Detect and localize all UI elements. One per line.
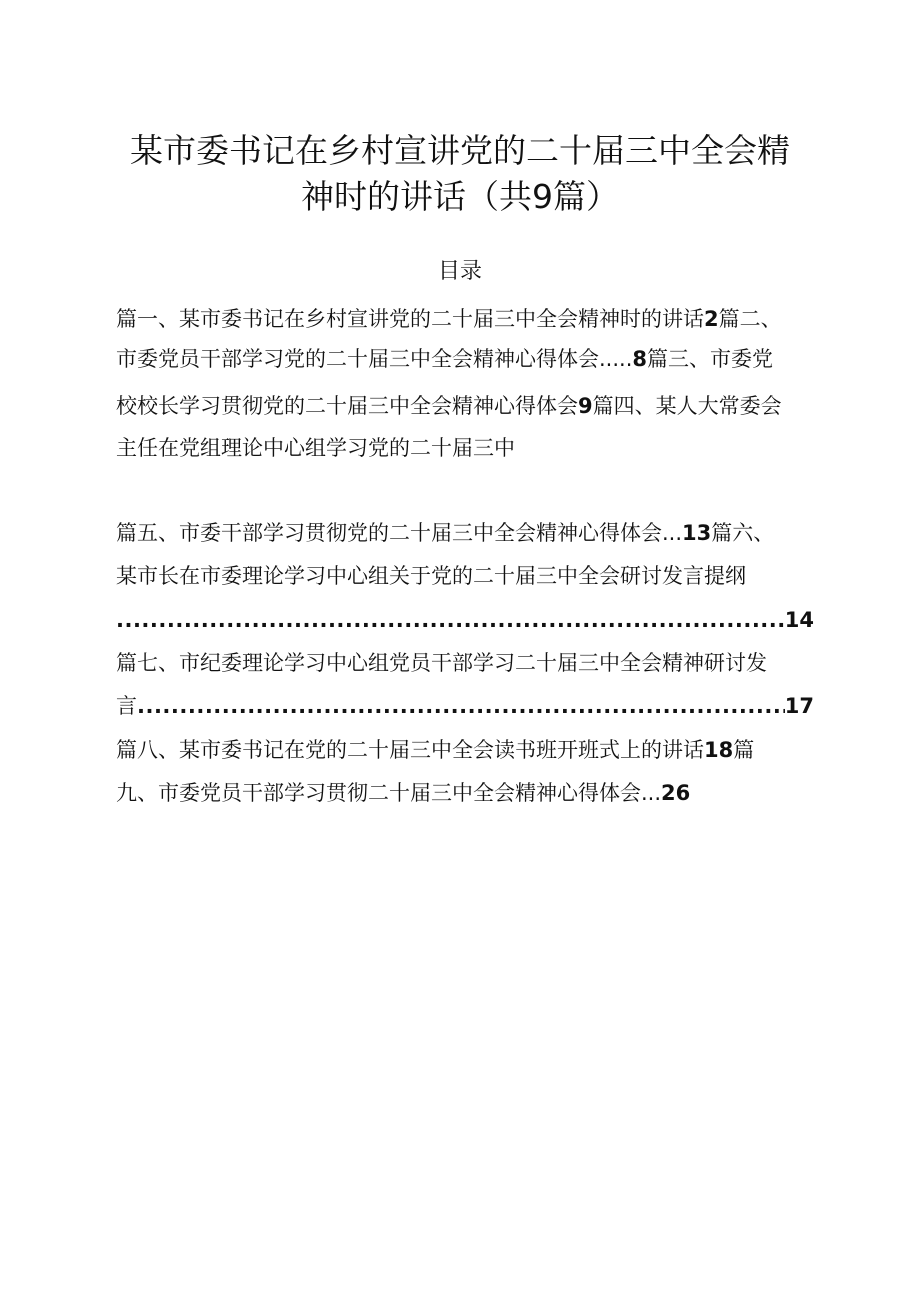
toc-line-11[interactable]	[116, 776, 690, 810]
toc-page-number: 13	[682, 521, 712, 545]
toc-entry-text: 篇八、某市委书记在党的二十届三中全会读书班开班式上的讲话	[116, 738, 704, 762]
toc-line-8[interactable]	[116, 646, 767, 680]
toc-page-number: 18	[704, 738, 734, 762]
toc-page-number: 2	[704, 307, 719, 331]
toc-entry-text: 篇七、市纪委理论学习中心组党员干部学习二十届三中全会精神研讨发	[116, 651, 767, 675]
dot-leader	[137, 689, 785, 723]
toc-entry-text: 篇四、某人大常委会	[592, 394, 782, 418]
toc-entry-text: 篇	[733, 738, 755, 762]
toc-line-5[interactable]	[116, 516, 774, 550]
toc-page-number: 17	[784, 694, 814, 718]
toc-entry-text: 篇三、市委党	[647, 347, 773, 371]
toc-page-number: 9	[578, 394, 593, 418]
toc-entry-text: 市委党员干部学习党的二十届三中全会精神心得体会.....	[116, 347, 633, 371]
toc-page-number: 26	[661, 781, 691, 805]
toc-entry-text: 主任在党组理论中心组学习党的二十届三中	[116, 436, 515, 460]
document-title-line-1: 某市委书记在乡村宣讲党的二十届三中全会精	[130, 131, 790, 170]
toc-entry-text: 篇一、某市委书记在乡村宣讲党的二十届三中全会精神时的讲话	[116, 307, 704, 331]
toc-line-3[interactable]	[116, 389, 782, 423]
toc-line-1[interactable]	[116, 302, 782, 336]
toc-line-7[interactable]	[116, 603, 814, 637]
toc-entry-text: 篇二、	[718, 307, 782, 331]
toc-line-10[interactable]	[116, 733, 754, 767]
toc-line-6[interactable]	[116, 559, 746, 593]
document-title-line-2: 神时的讲话（共9篇）	[301, 177, 619, 216]
toc-line-9[interactable]	[116, 689, 814, 723]
toc-page-number: 8	[632, 347, 647, 371]
toc-line-4[interactable]	[116, 431, 515, 465]
toc-entry-text: 言	[116, 694, 137, 718]
toc-entry-text: 某市长在市委理论学习中心组关于党的二十届三中全会研讨发言提纲	[116, 564, 746, 588]
dot-leader	[116, 603, 785, 637]
toc-entry-text: 校校长学习贯彻党的二十届三中全会精神心得体会	[116, 394, 578, 418]
toc-page-number: 14	[784, 608, 814, 632]
toc-entry-text: 篇五、市委干部学习贯彻党的二十届三中全会精神心得体会...	[116, 521, 683, 545]
toc-entry-text: 九、市委党员干部学习贯彻二十届三中全会精神心得体会...	[116, 781, 662, 805]
toc-line-2[interactable]	[116, 342, 773, 376]
toc-heading: 目录	[437, 259, 482, 284]
toc-entry-text: 篇六、	[711, 521, 775, 545]
